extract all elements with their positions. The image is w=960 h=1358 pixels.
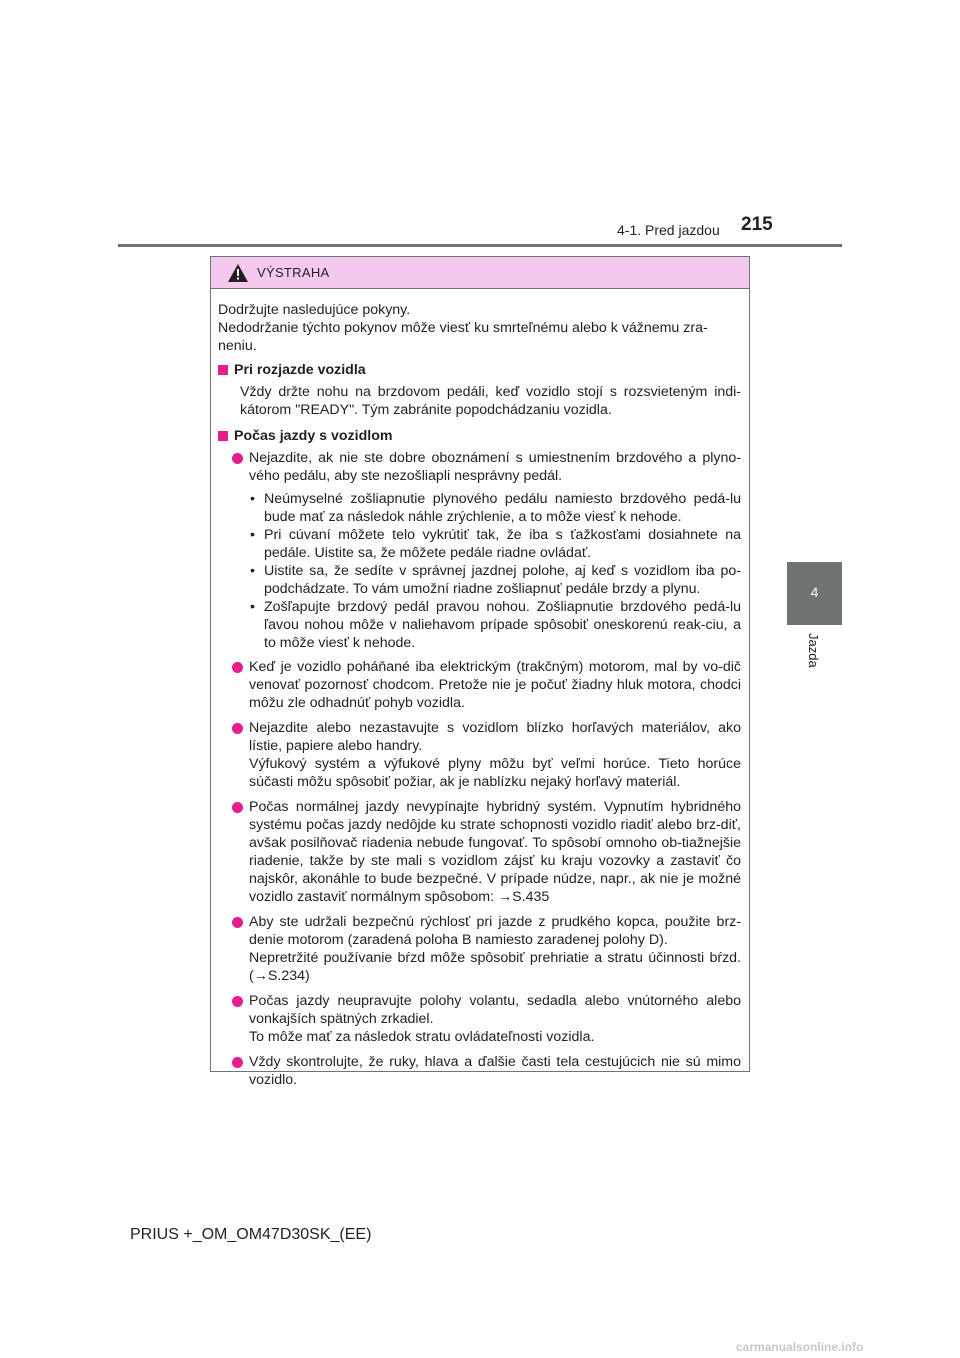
- warning-header: [211, 257, 749, 289]
- chapter-label-text: Jazda: [806, 633, 821, 668]
- sub-list: [218, 490, 741, 652]
- sub-bullet: •: [250, 527, 255, 543]
- sub-item-text: Zošľapujte brzdový pedál pravou nohou. Zošliapnutie brzdového pedá-lu ľavou nohou môže v naliehavom prípade spôsobiť oneskorenú reak-ciu, a to môže viesť k nehode.: [264, 599, 741, 651]
- list-item-text: Aby ste udržali bezpečnú rýchlosť pri jazde z prudkého kopca, použite brz-denie motorom (zaradená poloha B namiesto zaradenej polohy D).: [249, 914, 741, 948]
- list-item: [218, 913, 741, 985]
- list-item-text: Počas normálnej jazdy nevypínajte hybridný systém. Vypnutím hybridného systému počas jazdy nedôjde ku strate schopnosti vozidlo riadiť alebo brz-diť, avšak posilňovač riadenia nebude fungovať. To spôsobí omnoho ob-tiažnejšie riadenie, takže by ste mali s vozidlom zájsť ku kraju vozovky a zastaviť čo najskôr, akonáhle to bude bezpečné. V prípade núdze, napr., ak nie je možné vozidlo zastaviť normálnym spôsobom: →S.435: [249, 799, 741, 905]
- list-item-text: Nejazdite alebo nezastavujte s vozidlom blízko horľavých materiálov, ako lístie, papiere alebo handry.: [249, 720, 741, 754]
- sub-bullet: •: [250, 491, 255, 507]
- list-item-text: Počas jazdy neupravujte polohy volantu, sedadla alebo vnútorného alebo vonkajších spätných zrkadiel.: [249, 993, 741, 1027]
- bullet-dot-icon: [232, 996, 243, 1007]
- sub-list-item: [218, 562, 741, 598]
- section-heading-text: Počas jazdy s vozidlom: [234, 428, 393, 444]
- header-section-title: 4-1. Pred jazdou: [617, 222, 720, 238]
- sub-list-item: [218, 490, 741, 526]
- list-item-text: Keď je vozidlo poháňané iba elektrickým (trakčným) motorom, mal by vo-dič venovať pozornosť chodcom. Pretože nie je počuť žiadny hluk motora, chodci môžu zle odhadnúť pohyb vozidla.: [249, 659, 741, 711]
- section-heading-text: Pri rozjazde vozidla: [234, 362, 366, 378]
- section-start-text: Vždy držte nohu na brzdovom pedáli, keď vozidlo stojí s rozsvieteným indi-kátorom "READY". Tým zabránite popodchádzaniu vozidla.: [240, 384, 741, 418]
- list-item-text: Nejazdite, ak nie ste dobre oboznámení s umiestnením brzdového a plyno-vého pedálu, aby ste nezošliapli nesprávny pedál.: [249, 450, 741, 484]
- warning-triangle-icon: [228, 264, 248, 282]
- header-rule: [118, 244, 842, 247]
- section-heading-start: [218, 361, 741, 379]
- page-number: 215: [741, 214, 773, 235]
- list-item: [218, 798, 741, 906]
- sub-list-item: [218, 598, 741, 652]
- chapter-label: [787, 625, 842, 715]
- sub-list-item: [218, 526, 741, 562]
- warning-title: VÝSTRAHA: [257, 265, 330, 280]
- list-item-extra: To môže mať za následok stratu ovládateľnosti vozidla.: [249, 1029, 595, 1045]
- footer-manual-code: PRIUS +_OM_OM47D30SK_(EE): [130, 1226, 372, 1243]
- bullet-dot-icon: [232, 723, 243, 734]
- list-item: [218, 719, 741, 791]
- bullet-dot-icon: [232, 453, 243, 464]
- section-heading-driving: [218, 427, 741, 445]
- sub-item-text: Pri cúvaní môžete telo vykrútiť tak, že iba s ťažkosťami dosiahnete na pedále. Uistite sa, že môžete pedále riadne ovládať.: [264, 527, 741, 561]
- list-item: [218, 1053, 741, 1089]
- list-item-extra: Nepretržité používanie bŕzd môže spôsobiť prehriatie a stratu účinnosti bŕzd. (→S.234): [249, 950, 741, 984]
- bullet-dot-icon: [232, 917, 243, 928]
- list-item-extra: Výfukový systém a výfukové plyny môžu byť veľmi horúce. Tieto horúce súčasti môžu spôsobiť požiar, ak je nablízku nejaký horľavý materiál.: [249, 756, 741, 790]
- list-item: [218, 449, 741, 485]
- watermark: carmanualsonline.info: [736, 1340, 864, 1354]
- warning-intro-2: Nedodržanie týchto pokynov môže viesť ku smrteľnému alebo k vážnemu zra-neniu.: [218, 320, 708, 354]
- sub-item-text: Neúmyselné zošliapnutie plynového pedálu namiesto brzdového pedá-lu bude mať za následok náhle zrýchlenie, a to môže viesť k nehode.: [264, 491, 741, 525]
- list-item: [218, 992, 741, 1046]
- sub-item-text: Uistite sa, že sedíte v správnej jazdnej polohe, aj keď s vozidlom iba po-podchádzate. To vám umožní riadne zošliapnuť pedále brzdy a plynu.: [264, 563, 741, 597]
- bullet-dot-icon: [232, 662, 243, 673]
- bullet-dot-icon: [232, 1057, 243, 1068]
- warning-box: [210, 256, 750, 1088]
- warning-body: [211, 289, 749, 1096]
- warning-intro-1: Dodržujte nasledujúce pokyny.: [218, 302, 411, 318]
- section-square-icon: [218, 365, 228, 375]
- section-square-icon: [218, 431, 228, 441]
- list-item-text: Vždy skontrolujte, že ruky, hlava a ďalšie časti tela cestujúcich nie sú mimo vozidlo.: [249, 1054, 741, 1088]
- sub-bullet: •: [250, 599, 255, 615]
- chapter-tab: 4: [787, 562, 842, 625]
- list-item: [218, 658, 741, 712]
- sub-bullet: •: [250, 563, 255, 579]
- bullet-dot-icon: [232, 802, 243, 813]
